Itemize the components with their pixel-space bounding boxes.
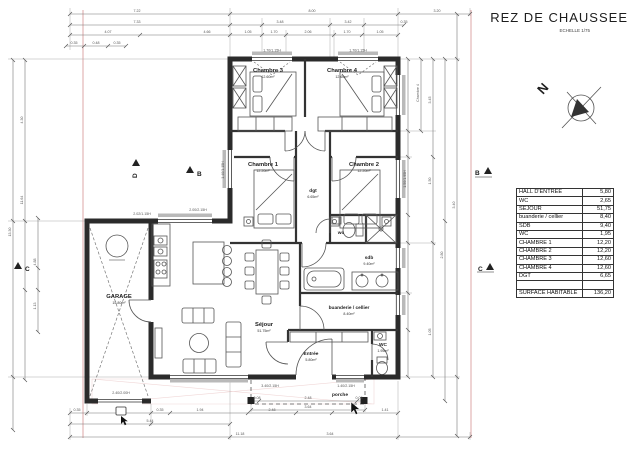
room-label: Séjour bbox=[254, 322, 274, 328]
dimension-label: 1.70/1.15H bbox=[263, 48, 281, 53]
room-label: wc bbox=[337, 231, 345, 236]
room-label: sdb bbox=[364, 256, 374, 261]
interior-walls bbox=[230, 59, 398, 377]
sofa bbox=[226, 322, 241, 367]
room-area-label: 5.80m² bbox=[305, 358, 317, 362]
marker-c-left: C bbox=[25, 266, 30, 273]
dimension-label: 2.48 bbox=[304, 396, 312, 400]
room-label: porche bbox=[332, 393, 348, 398]
kitchen-island bbox=[193, 242, 232, 287]
bed bbox=[340, 170, 380, 228]
toilet bbox=[377, 357, 388, 375]
dimension-label: 3.20 bbox=[433, 9, 441, 13]
dimension-label: 2.02/1.15H bbox=[133, 212, 151, 216]
north-label: N bbox=[534, 79, 552, 98]
room-area-label: 6.65m² bbox=[307, 195, 319, 199]
window-glazing bbox=[98, 58, 400, 403]
dining-table bbox=[245, 240, 289, 304]
room-area-label: 51.75m² bbox=[257, 329, 271, 333]
dimension-label: 1.13 bbox=[33, 302, 37, 310]
dimension-label: 1.70 bbox=[270, 30, 278, 34]
room-name-cell: DGT bbox=[517, 272, 583, 280]
room-label: Chambre 4 bbox=[327, 68, 357, 74]
dimension-label: 1.70 bbox=[343, 30, 351, 34]
room-area-cell: 12,20 bbox=[583, 239, 614, 247]
room-name-cell: WC bbox=[517, 197, 583, 205]
closet bbox=[238, 117, 292, 131]
nightstand bbox=[330, 217, 339, 226]
dimension-label: 0.08 bbox=[253, 396, 261, 400]
dimension-label: 1.40/1.15H bbox=[221, 161, 225, 179]
room-name-cell: CHAMBRE 2 bbox=[517, 247, 583, 255]
dimension-label: 2.48 bbox=[268, 408, 276, 412]
sofa bbox=[182, 308, 214, 323]
dimension-label: 5.44 bbox=[146, 419, 154, 423]
dimension-label: 0.48 bbox=[92, 41, 100, 45]
dimension-label: 0.35 bbox=[156, 408, 164, 412]
room-area-cell: 8,40 bbox=[583, 214, 614, 222]
nightstand bbox=[244, 217, 253, 226]
shower bbox=[366, 215, 396, 243]
room-area-cell: 6,65 bbox=[583, 272, 614, 280]
room-name-cell: WC bbox=[517, 230, 583, 238]
dimension-label: 7.22 bbox=[133, 9, 141, 13]
dimension-label: 1.40/2.15H bbox=[337, 384, 355, 388]
dimension-label: 1.41 bbox=[381, 408, 389, 412]
room-area-cell: 51,75 bbox=[583, 205, 614, 213]
dimension-label: 1.05 bbox=[428, 328, 432, 336]
dimension-label: 0.08 bbox=[355, 396, 363, 400]
room-area-cell: 12,60 bbox=[583, 256, 614, 264]
room-name-cell: SURFACE HABITABLE bbox=[517, 289, 583, 297]
room-name-cell: CHAMBRE 1 bbox=[517, 239, 583, 247]
dimension-label: 1.94 bbox=[196, 408, 204, 412]
room-area-label: 12.20m² bbox=[357, 169, 371, 173]
dimension-label: 1.50 bbox=[428, 177, 432, 185]
dimension-label: 7.33 bbox=[133, 20, 141, 24]
sheet-scale-label: ECHELLE 1/75 bbox=[559, 28, 590, 33]
room-area-cell: 136,20 bbox=[583, 289, 614, 297]
dimension-label: 3.64 bbox=[326, 432, 334, 436]
room-label: WC bbox=[379, 343, 387, 348]
dimension-label: 2.80 bbox=[440, 251, 444, 259]
room-area-label: 12.60m² bbox=[261, 75, 275, 79]
room-area-label: 15.80m² bbox=[112, 301, 126, 305]
marker-b-right: B bbox=[475, 170, 480, 177]
sheet-title: REZ DE CHAUSSEE bbox=[490, 10, 628, 25]
room-area-cell: 5,80 bbox=[583, 189, 614, 197]
dimension-label: 8.00 bbox=[308, 9, 316, 13]
dimension-label: 1.05 bbox=[244, 30, 252, 34]
porch bbox=[248, 379, 368, 404]
room-area-cell: 9,40 bbox=[583, 222, 614, 230]
room-area-cell: 1,95 bbox=[583, 230, 614, 238]
dimension-label: 0.35 bbox=[73, 408, 81, 412]
dimension-label: 4.07 bbox=[104, 30, 112, 34]
dimension-label: 11.18 bbox=[235, 432, 245, 436]
dimension-label: 0.35 bbox=[400, 20, 408, 24]
dimension-label: Chambre 4 bbox=[416, 84, 420, 102]
room-label: Chambre 3 bbox=[253, 68, 283, 74]
kitchen-counter bbox=[152, 224, 170, 286]
dimension-label: 0.35 bbox=[70, 41, 78, 45]
tool-icon bbox=[116, 407, 128, 425]
dimension-label: 3.45 bbox=[428, 96, 432, 104]
room-name-cell: CHAMBRE 4 bbox=[517, 264, 583, 272]
dimension-label: 11.64 bbox=[20, 195, 24, 205]
dimension-label: 4.66 bbox=[203, 30, 211, 34]
marker-d: D bbox=[132, 173, 139, 178]
north-compass bbox=[534, 80, 601, 128]
room-label: dgt bbox=[309, 189, 317, 194]
dimension-label: 1.05 bbox=[376, 30, 384, 34]
room-label: Chambre 2 bbox=[349, 162, 379, 168]
dimension-label: 1.70/1.15H bbox=[349, 48, 367, 53]
toilet bbox=[343, 223, 363, 238]
room-name-cell: CHAMBRE 3 bbox=[517, 256, 583, 264]
dimension-label: 2.06 bbox=[304, 30, 312, 34]
closet bbox=[290, 332, 368, 342]
room-label: Entrée bbox=[303, 352, 319, 357]
dimension-label: 3.64 bbox=[304, 405, 312, 409]
wardrobe bbox=[233, 66, 246, 108]
room-area-cell: 12,60 bbox=[583, 264, 614, 272]
marker-c-right: C bbox=[478, 266, 483, 273]
sofa bbox=[183, 359, 216, 373]
garage-door-swing bbox=[90, 228, 148, 396]
double-washbasin bbox=[352, 272, 398, 290]
bathtub bbox=[304, 268, 344, 290]
exterior-walls bbox=[87, 59, 398, 401]
room-area-cell: 2,65 bbox=[583, 197, 614, 205]
dimension-label: 4.30 bbox=[20, 116, 24, 124]
bed bbox=[254, 170, 294, 228]
dimension-label: 2.40/2.00H bbox=[112, 391, 130, 395]
dimension-label: 2.00/2.15H bbox=[189, 208, 207, 212]
marker-b-left: B bbox=[197, 171, 202, 178]
coffee-table bbox=[190, 334, 209, 353]
dimension-label: 3.40/2.15H bbox=[261, 384, 279, 388]
dimension-label: 3.42 bbox=[344, 20, 352, 24]
water-heater bbox=[106, 235, 128, 260]
room-area-label: 12.60m² bbox=[335, 75, 349, 79]
dimension-label: 0.35 bbox=[113, 41, 121, 45]
room-area-label: 8.40m² bbox=[343, 312, 355, 316]
room-name-cell: buanderie / cellier bbox=[517, 214, 583, 222]
wc-basin bbox=[374, 332, 386, 340]
room-area-label: 12.20m² bbox=[256, 169, 270, 173]
room-label: buanderie / cellier bbox=[328, 306, 370, 311]
room-name-cell: HALL D'ENTREE bbox=[517, 189, 583, 197]
room-label: Chambre 1 bbox=[248, 162, 278, 168]
dimension-label: 13.30 bbox=[8, 227, 12, 237]
nightstand bbox=[382, 217, 391, 226]
room-name-cell: SEJOUR bbox=[517, 205, 583, 213]
closet bbox=[318, 117, 392, 131]
room-area-label: 9.40m² bbox=[363, 262, 375, 266]
room-area-cell: 12,20 bbox=[583, 247, 614, 255]
room-label: GARAGE bbox=[106, 294, 132, 300]
dimension-label: 4.88 bbox=[33, 258, 37, 266]
dimension-label: 1.50/1.95H bbox=[403, 170, 407, 188]
dimension-label: 3.48 bbox=[276, 20, 284, 24]
room-name-cell: SDB bbox=[517, 222, 583, 230]
tv-unit bbox=[155, 328, 162, 358]
dimension-label: 3.40 bbox=[452, 201, 456, 209]
room-area-label: 1.95m² bbox=[377, 349, 389, 353]
